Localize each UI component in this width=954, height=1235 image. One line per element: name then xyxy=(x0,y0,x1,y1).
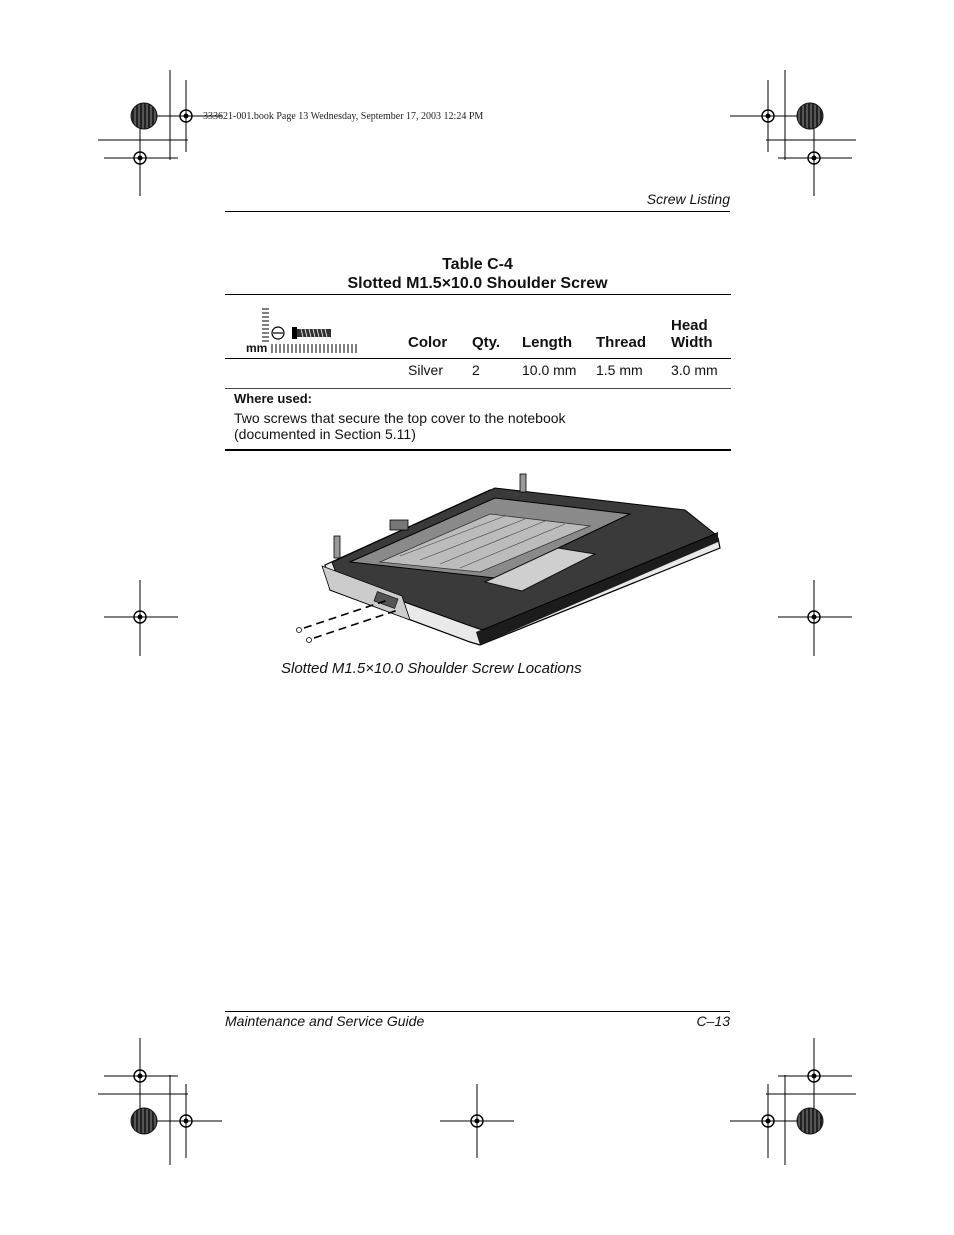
cell-qty: 2 xyxy=(472,362,480,378)
col-header-head-width xyxy=(671,317,713,351)
book-info-slug: 333621-001.book Page 13 Wednesday, September 17, 2003 12:24 PM xyxy=(203,111,484,122)
col-header-color: Color xyxy=(408,334,448,351)
cell-color: Silver xyxy=(408,362,444,378)
footer-rule xyxy=(225,1011,730,1012)
header-row-rule xyxy=(225,358,731,359)
figure-caption: Slotted M1.5×10.0 Shoulder Screw Locations xyxy=(281,660,582,677)
where-used-line-1: Two screws that secure the top cover to the notebook xyxy=(234,410,566,426)
table-title: Slotted M1.5×10.0 Shoulder Screw xyxy=(347,275,608,292)
running-head: Screw Listing xyxy=(646,191,730,207)
table-top-rule xyxy=(225,294,731,295)
cell-head-width: 3.0 mm xyxy=(671,362,718,378)
col-header-head-width-line1: Head xyxy=(671,317,708,334)
col-header-head-width-line2: Width xyxy=(671,334,713,351)
col-header-qty: Qty. xyxy=(472,334,501,351)
where-used-text xyxy=(234,410,654,442)
scale-label: mm xyxy=(246,341,268,355)
data-row-rule xyxy=(225,388,731,389)
where-used-label: Where used: xyxy=(234,391,313,406)
table-bottom-rule xyxy=(225,449,731,451)
header-rule xyxy=(225,211,730,212)
footer-page-number: C–13 xyxy=(696,1013,730,1029)
table-number: Table C-4 xyxy=(442,256,513,273)
table-caption xyxy=(225,255,730,293)
top-cover-illustration xyxy=(290,470,725,650)
cell-length: 10.0 mm xyxy=(522,362,577,378)
col-header-length: Length xyxy=(522,334,572,351)
col-header-thread: Thread xyxy=(596,334,647,351)
cell-thread: 1.5 mm xyxy=(596,362,643,378)
footer-book-title: Maintenance and Service Guide xyxy=(225,1013,425,1029)
where-used-line-2: (documented in Section 5.11) xyxy=(234,426,416,442)
